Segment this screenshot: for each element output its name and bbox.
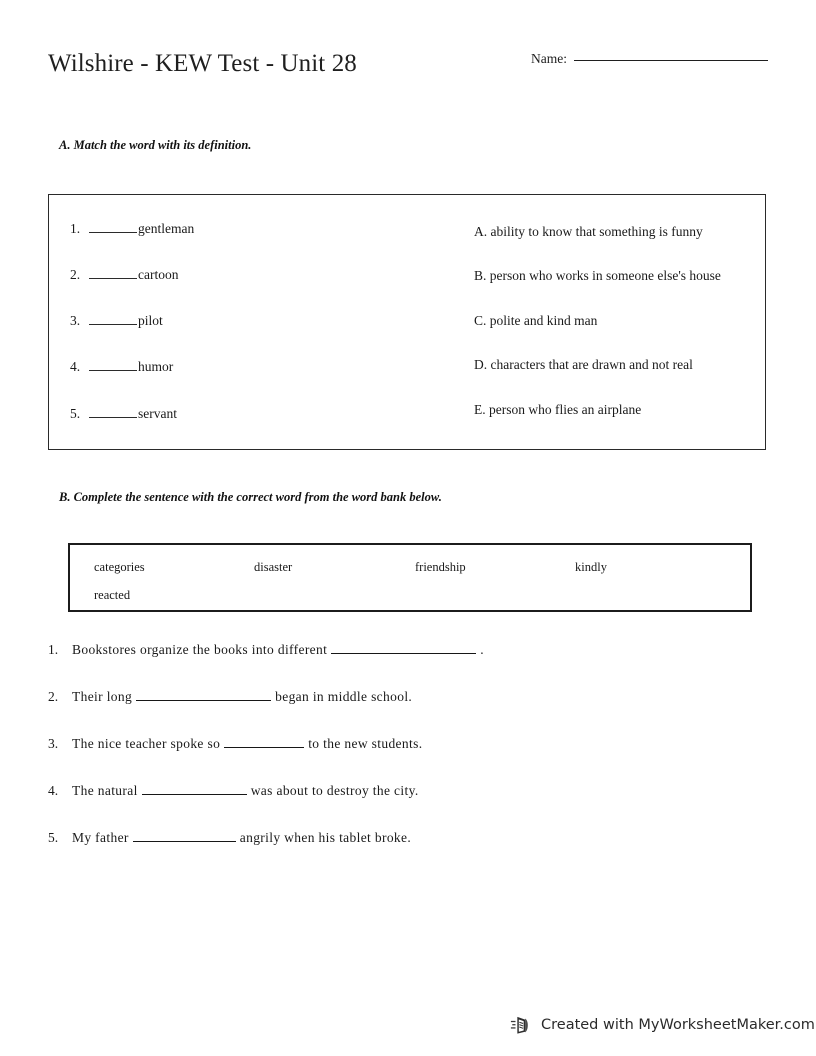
- match-answer-blank[interactable]: [89, 313, 137, 325]
- sentence-row-3[interactable]: [48, 735, 422, 752]
- badge-label: Created with MyWorksheetMaker.com: [541, 1016, 815, 1033]
- match-number: 4.: [70, 359, 81, 374]
- sentence-row-4[interactable]: [48, 782, 419, 799]
- word-bank-item-1: categories: [94, 560, 145, 574]
- word-bank-item-5: reacted: [94, 588, 131, 602]
- match-answer-blank[interactable]: [89, 406, 137, 418]
- page-title: Wilshire - KEW Test - Unit 28: [48, 50, 357, 77]
- sentence-text-after: to the new students.: [308, 736, 423, 751]
- sentence-number: 4.: [48, 783, 59, 798]
- match-word: pilot: [138, 313, 163, 328]
- match-word: servant: [138, 406, 177, 421]
- name-field[interactable]: [531, 51, 768, 67]
- sentence-number: 1.: [48, 642, 59, 657]
- sentence-text-before: My father: [72, 830, 129, 845]
- sentence-row-2[interactable]: [48, 688, 412, 705]
- section-a-heading: A. Match the word with its definition.: [59, 138, 252, 152]
- match-word: cartoon: [138, 267, 179, 282]
- match-item-1[interactable]: [70, 221, 194, 237]
- worksheet-maker-logo-icon: [510, 1014, 532, 1036]
- sentence-text-before: Their long: [72, 689, 133, 704]
- match-item-2[interactable]: [70, 267, 178, 283]
- definition-item-a: A. ability to know that something is funny: [474, 224, 703, 239]
- definition-item-e: E. person who flies an airplane: [474, 402, 642, 417]
- match-item-3[interactable]: [70, 313, 163, 329]
- sentence-text-after: angrily when his tablet broke.: [239, 830, 412, 845]
- sentence-row-1[interactable]: [48, 641, 484, 658]
- match-number: 5.: [70, 406, 81, 421]
- sentence-text-after: began in middle school.: [275, 689, 413, 704]
- sentence-text-before: The natural: [72, 783, 138, 798]
- match-answer-blank[interactable]: [89, 221, 137, 233]
- match-answer-blank[interactable]: [89, 267, 137, 279]
- match-item-4[interactable]: [70, 359, 173, 375]
- sentence-number: 2.: [48, 689, 59, 704]
- sentence-text-before: Bookstores organize the books into different: [72, 642, 328, 657]
- word-bank-item-2: disaster: [254, 560, 293, 574]
- definition-item-c: C. polite and kind man: [474, 313, 598, 328]
- word-bank-item-4: kindly: [575, 560, 607, 574]
- match-word: humor: [138, 359, 174, 374]
- match-answer-blank[interactable]: [89, 359, 137, 371]
- sentence-text-before: The nice teacher spoke so: [72, 736, 221, 751]
- match-number: 2.: [70, 267, 81, 282]
- sentence-row-5[interactable]: [48, 829, 411, 846]
- name-label: Name:: [531, 51, 567, 66]
- match-word: gentleman: [138, 221, 195, 236]
- match-number: 3.: [70, 313, 81, 328]
- sentence-number: 3.: [48, 736, 59, 751]
- created-with-badge[interactable]: [498, 1004, 815, 1045]
- sentence-text-after: was about to destroy the city.: [250, 783, 419, 798]
- word-bank-box: [68, 543, 752, 612]
- definition-item-b: B. person who works in someone else's house: [474, 268, 721, 283]
- sentence-answer-blank[interactable]: [331, 641, 476, 654]
- section-b-heading: B. Complete the sentence with the correct word from the word bank below.: [59, 490, 442, 504]
- word-bank-item-3: friendship: [415, 560, 466, 574]
- name-blank-line[interactable]: [574, 60, 768, 61]
- sentence-text-after: .: [480, 642, 484, 657]
- definition-item-d: D. characters that are drawn and not real: [474, 357, 693, 372]
- sentence-answer-blank[interactable]: [142, 782, 247, 795]
- sentence-answer-blank[interactable]: [136, 688, 271, 701]
- sentence-number: 5.: [48, 830, 59, 845]
- match-number: 1.: [70, 221, 81, 236]
- sentence-answer-blank[interactable]: [133, 829, 236, 842]
- sentence-answer-blank[interactable]: [224, 735, 304, 748]
- match-item-5[interactable]: [70, 406, 177, 422]
